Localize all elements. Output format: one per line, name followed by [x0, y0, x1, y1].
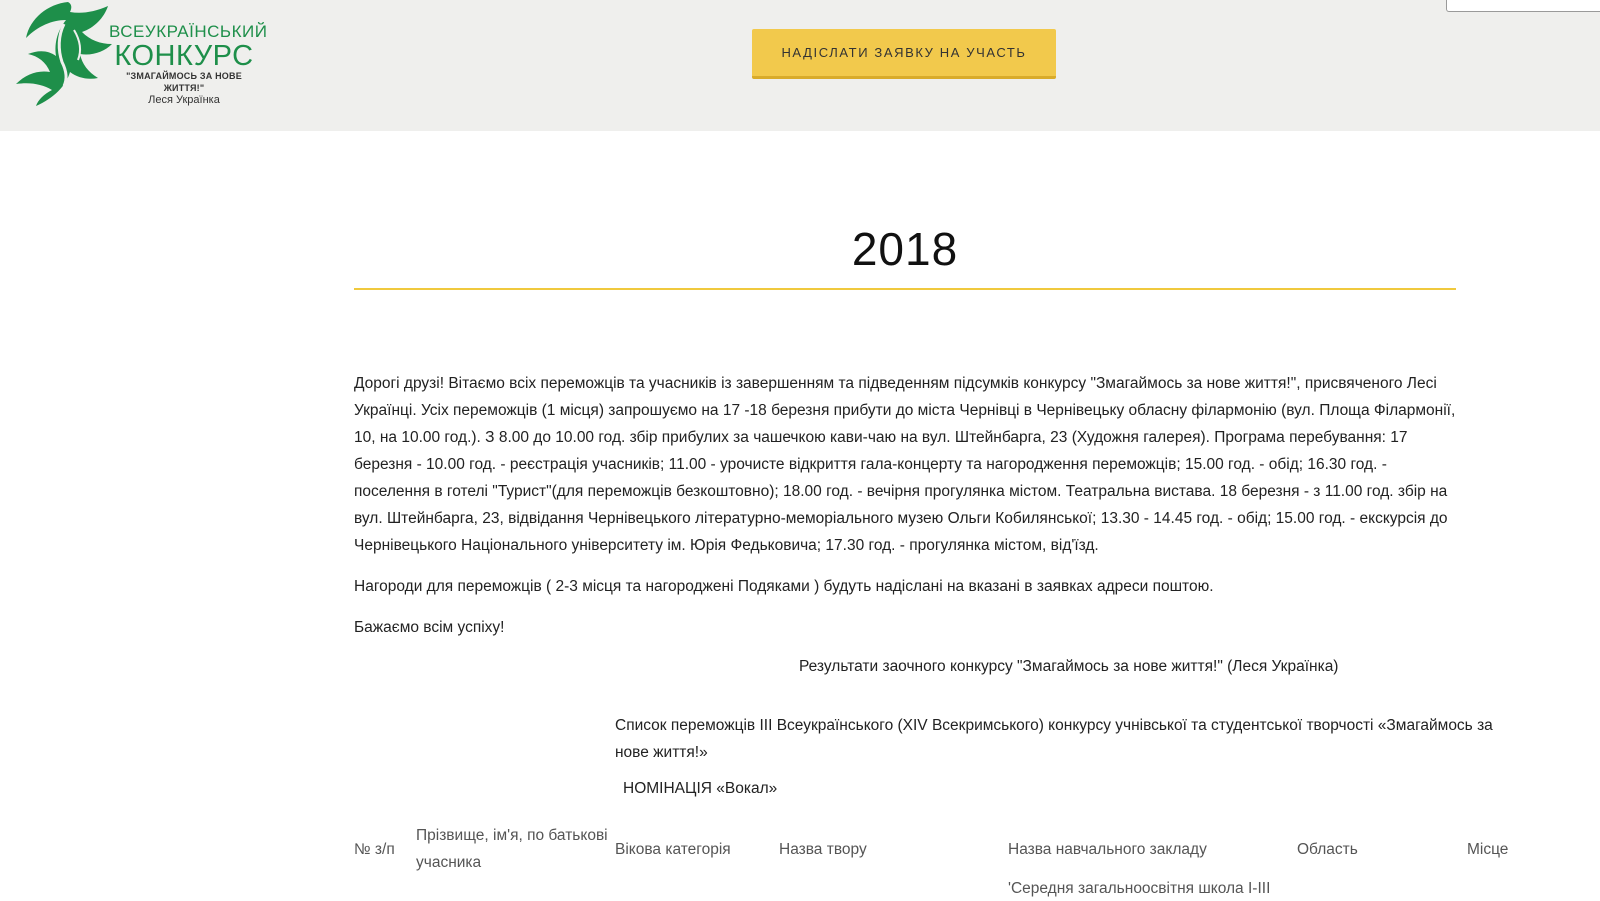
- table-header-region: Область: [1297, 841, 1358, 858]
- logo-line-1: ВСЕУКРАЇНСЬКИЙ: [109, 22, 268, 41]
- logo-line-3: "ЗМАГАЙМОСЬ ЗА НОВЕ ЖИТТЯ!": [126, 71, 242, 93]
- table-header-place: Місце: [1467, 841, 1509, 858]
- table-header-age: Вікова категорія: [615, 841, 731, 858]
- page-title: 2018: [851, 223, 959, 275]
- results-title: Результати заочного конкурсу "Змагаймось за нове життя!" (Леся Українка): [799, 658, 1339, 675]
- submit-application-button[interactable]: НАДІСЛАТИ ЗАЯВКУ НА УЧАСТЬ: [752, 29, 1056, 79]
- logo-line-4: Леся Українка: [148, 94, 220, 106]
- table-header-name: Прізвище, ім'я, по батькові учасника: [416, 827, 608, 871]
- logo-text: [109, 22, 268, 107]
- leaf-profile-logo-icon: [8, 0, 118, 106]
- awards-paragraph: Нагороди для переможців ( 2-3 місця та нагороджені Подяками ) будуть надіслані на вказані в заявках адреси поштою.: [354, 578, 1214, 595]
- wishes-paragraph: Бажаємо всім успіху!: [354, 619, 505, 636]
- winners-list-title: Список переможців ІІІ Всеукраїнського (XIV Всекримського) конкурсу учнівської та студентської творчості «Змагаймось за нове життя!»: [615, 717, 1493, 761]
- article-body: [354, 370, 1456, 655]
- intro-paragraph: Дорогі друзі! Вітаємо всіх переможців та учасників із завершенням та підведенням підсумків конкурсу "Змагаймось за нове життя!", присвяченого Лесі Українці. Усіх переможців (1 місця) запрошуємо на 17 -18 березня прибути до міста Чернівці в Чернівецьку обласну філармонію (вул. Площа Філармонії, 10, на 10.00 год.). З 8.00 до 10.00 год. збір прибулих за чашечкою кави-чаю на вул. Штейнбарга, 23 (Художня галерея). Програма перебування: 17 березня - 10.00 год. - реєстрація учасників; 11.00 - урочисте відкриття гала-концерту та нагородження переможців; 15.00 год. - обід; 16.30 год. - поселення в готелі "Турист"(для переможців безкоштовно); 18.00 год. - вечірня прогулянка містом. Театральна вистава. 18 березня - з 11.00 год. збір на вул. Штейнбарга, 23, відвідання Чернівецького літературно-меморіального музею Ольги Кобилянської; 13.30 - 14.45 год. - обід; 15.00 год. - екскурсія до Чернівецького Національного університету ім. Юрія Федьковича; 17.30 год. - прогулянка містом, від'їзд.: [354, 375, 1456, 554]
- table-cell-school: 'Середня загальноосвітня школа І-ІІІ: [1008, 880, 1271, 897]
- logo-line-2: КОНКУРС: [114, 40, 254, 72]
- site-logo[interactable]: [8, 0, 268, 106]
- nomination-heading: НОМІНАЦІЯ «Вокал»: [623, 780, 778, 797]
- table-header-work: Назва твору: [779, 841, 867, 858]
- table-header-number: № з/п: [354, 841, 395, 858]
- site-header: [0, 0, 1600, 131]
- table-header-school: Назва навчального закладу: [1008, 841, 1207, 858]
- title-divider: [354, 288, 1456, 290]
- search-input[interactable]: [1446, 0, 1600, 12]
